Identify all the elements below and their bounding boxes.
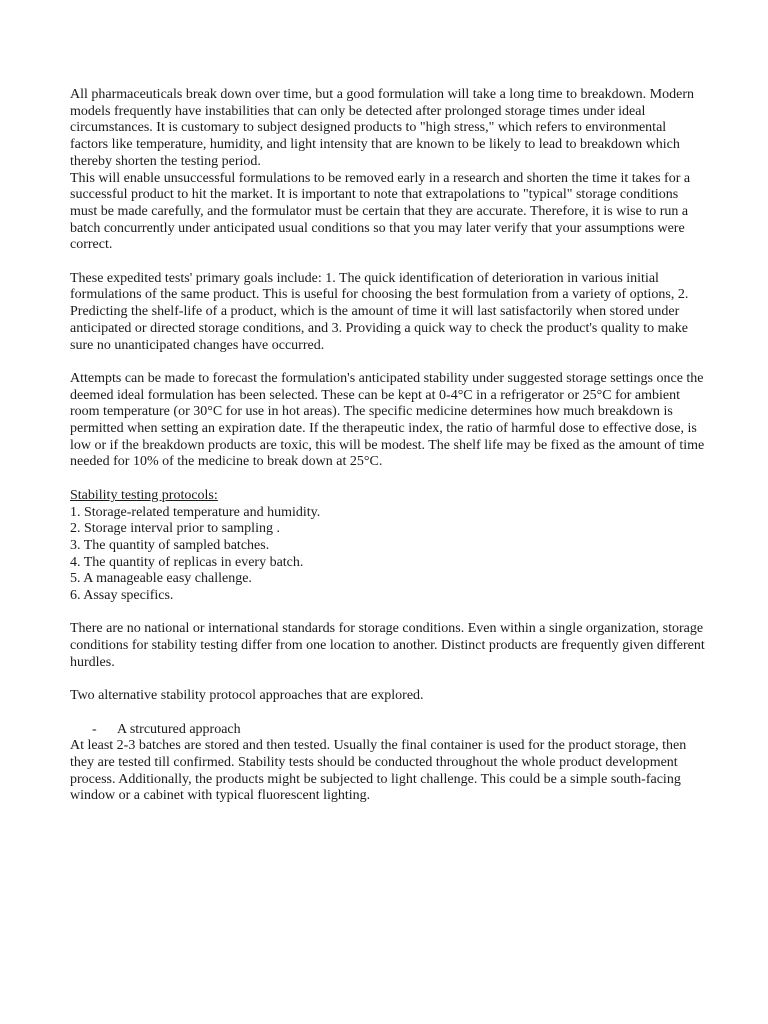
- forecast-paragraph: Attempts can be made to forecast the formulation's anticipated stability under suggested storage settings once the deemed ideal formulation has been selected. These can be kept at 0-4°C in a refrigerator or 25°C for ambient room temperature (or 30°C for use in hot areas). The specific medicine determines how much breakdown is permitted when setting an expiration date. If the therapeutic index, the ratio of harmful dose to effective dose, is low or if the breakdown products are toxic, this will be modest. The shelf life may be fixed as the amount of time needed for 10% of the medicine to break down at 25°C.: [70, 370, 705, 470]
- dash-bullet: -: [92, 721, 97, 737]
- bullet-text: A strcutured approach: [117, 721, 241, 737]
- list-item: 3. The quantity of sampled batches.: [70, 537, 270, 553]
- structured-approach-bullet: [70, 722, 706, 739]
- document-body: [70, 87, 706, 805]
- intro-paragraph-continued: This will enable unsuccessful formulations to be removed early in a research and shorten the time it takes for a successful product to hit the market. It is important to note that extrapolations to "typical" storage conditions must be made carefully, and the formulator must be certain that they are accurate. Therefore, it is wise to run a batch concurrently under anticipated usual conditions so that you may later verify that your assumptions were correct.: [70, 170, 691, 253]
- approaches-paragraph: Two alternative stability protocol approaches that are explored.: [70, 688, 424, 704]
- protocols-list: [70, 505, 706, 605]
- list-item: 2. Storage interval prior to sampling .: [70, 521, 280, 537]
- goals-paragraph: These expedited tests' primary goals include: 1. The quick identification of deterioration in various initial formulations of the same product. This is useful for choosing the best formulation from a variety of options, 2. Predicting the shelf-life of a product, which is the amount of time it will last satisfactorily when stored under anticipated or directed storage conditions, and 3. Providing a quick way to check the product's quality to make sure no unanticipated changes have occurred.: [70, 270, 689, 353]
- structured-approach-paragraph: At least 2-3 batches are stored and then tested. Usually the final container is used for the product storage, then they are tested till confirmed. Stability tests should be conducted throughout the whole product development process. Additionally, the products might be subjected to light challenge. This could be a simple south-facing window or a cabinet with typical fluorescent lighting.: [70, 738, 687, 804]
- standards-paragraph: There are no national or international standards for storage conditions. Even within a single organization, storage conditions for stability testing differ from one location to another. Distinct products are frequently given different hurdles.: [70, 621, 705, 670]
- list-item: 1. Storage-related temperature and humidity.: [70, 504, 321, 520]
- list-item: 6. Assay specifics.: [70, 588, 174, 604]
- intro-paragraph: All pharmaceuticals break down over time, but a good formulation will take a long time to breakdown. Modern models frequently have instabilities that can only be detected after prolonged storage times under ideal circumstances. It is customary to subject designed products to "high stress," which refers to environmental factors like temperature, humidity, and light intensity that are known to be likely to lead to breakdown which thereby shorten the testing period.: [70, 87, 694, 169]
- list-item: 4. The quantity of replicas in every batch.: [70, 554, 304, 570]
- list-item: 5. A manageable easy challenge.: [70, 571, 252, 587]
- protocols-heading: Stability testing protocols:: [70, 487, 218, 503]
